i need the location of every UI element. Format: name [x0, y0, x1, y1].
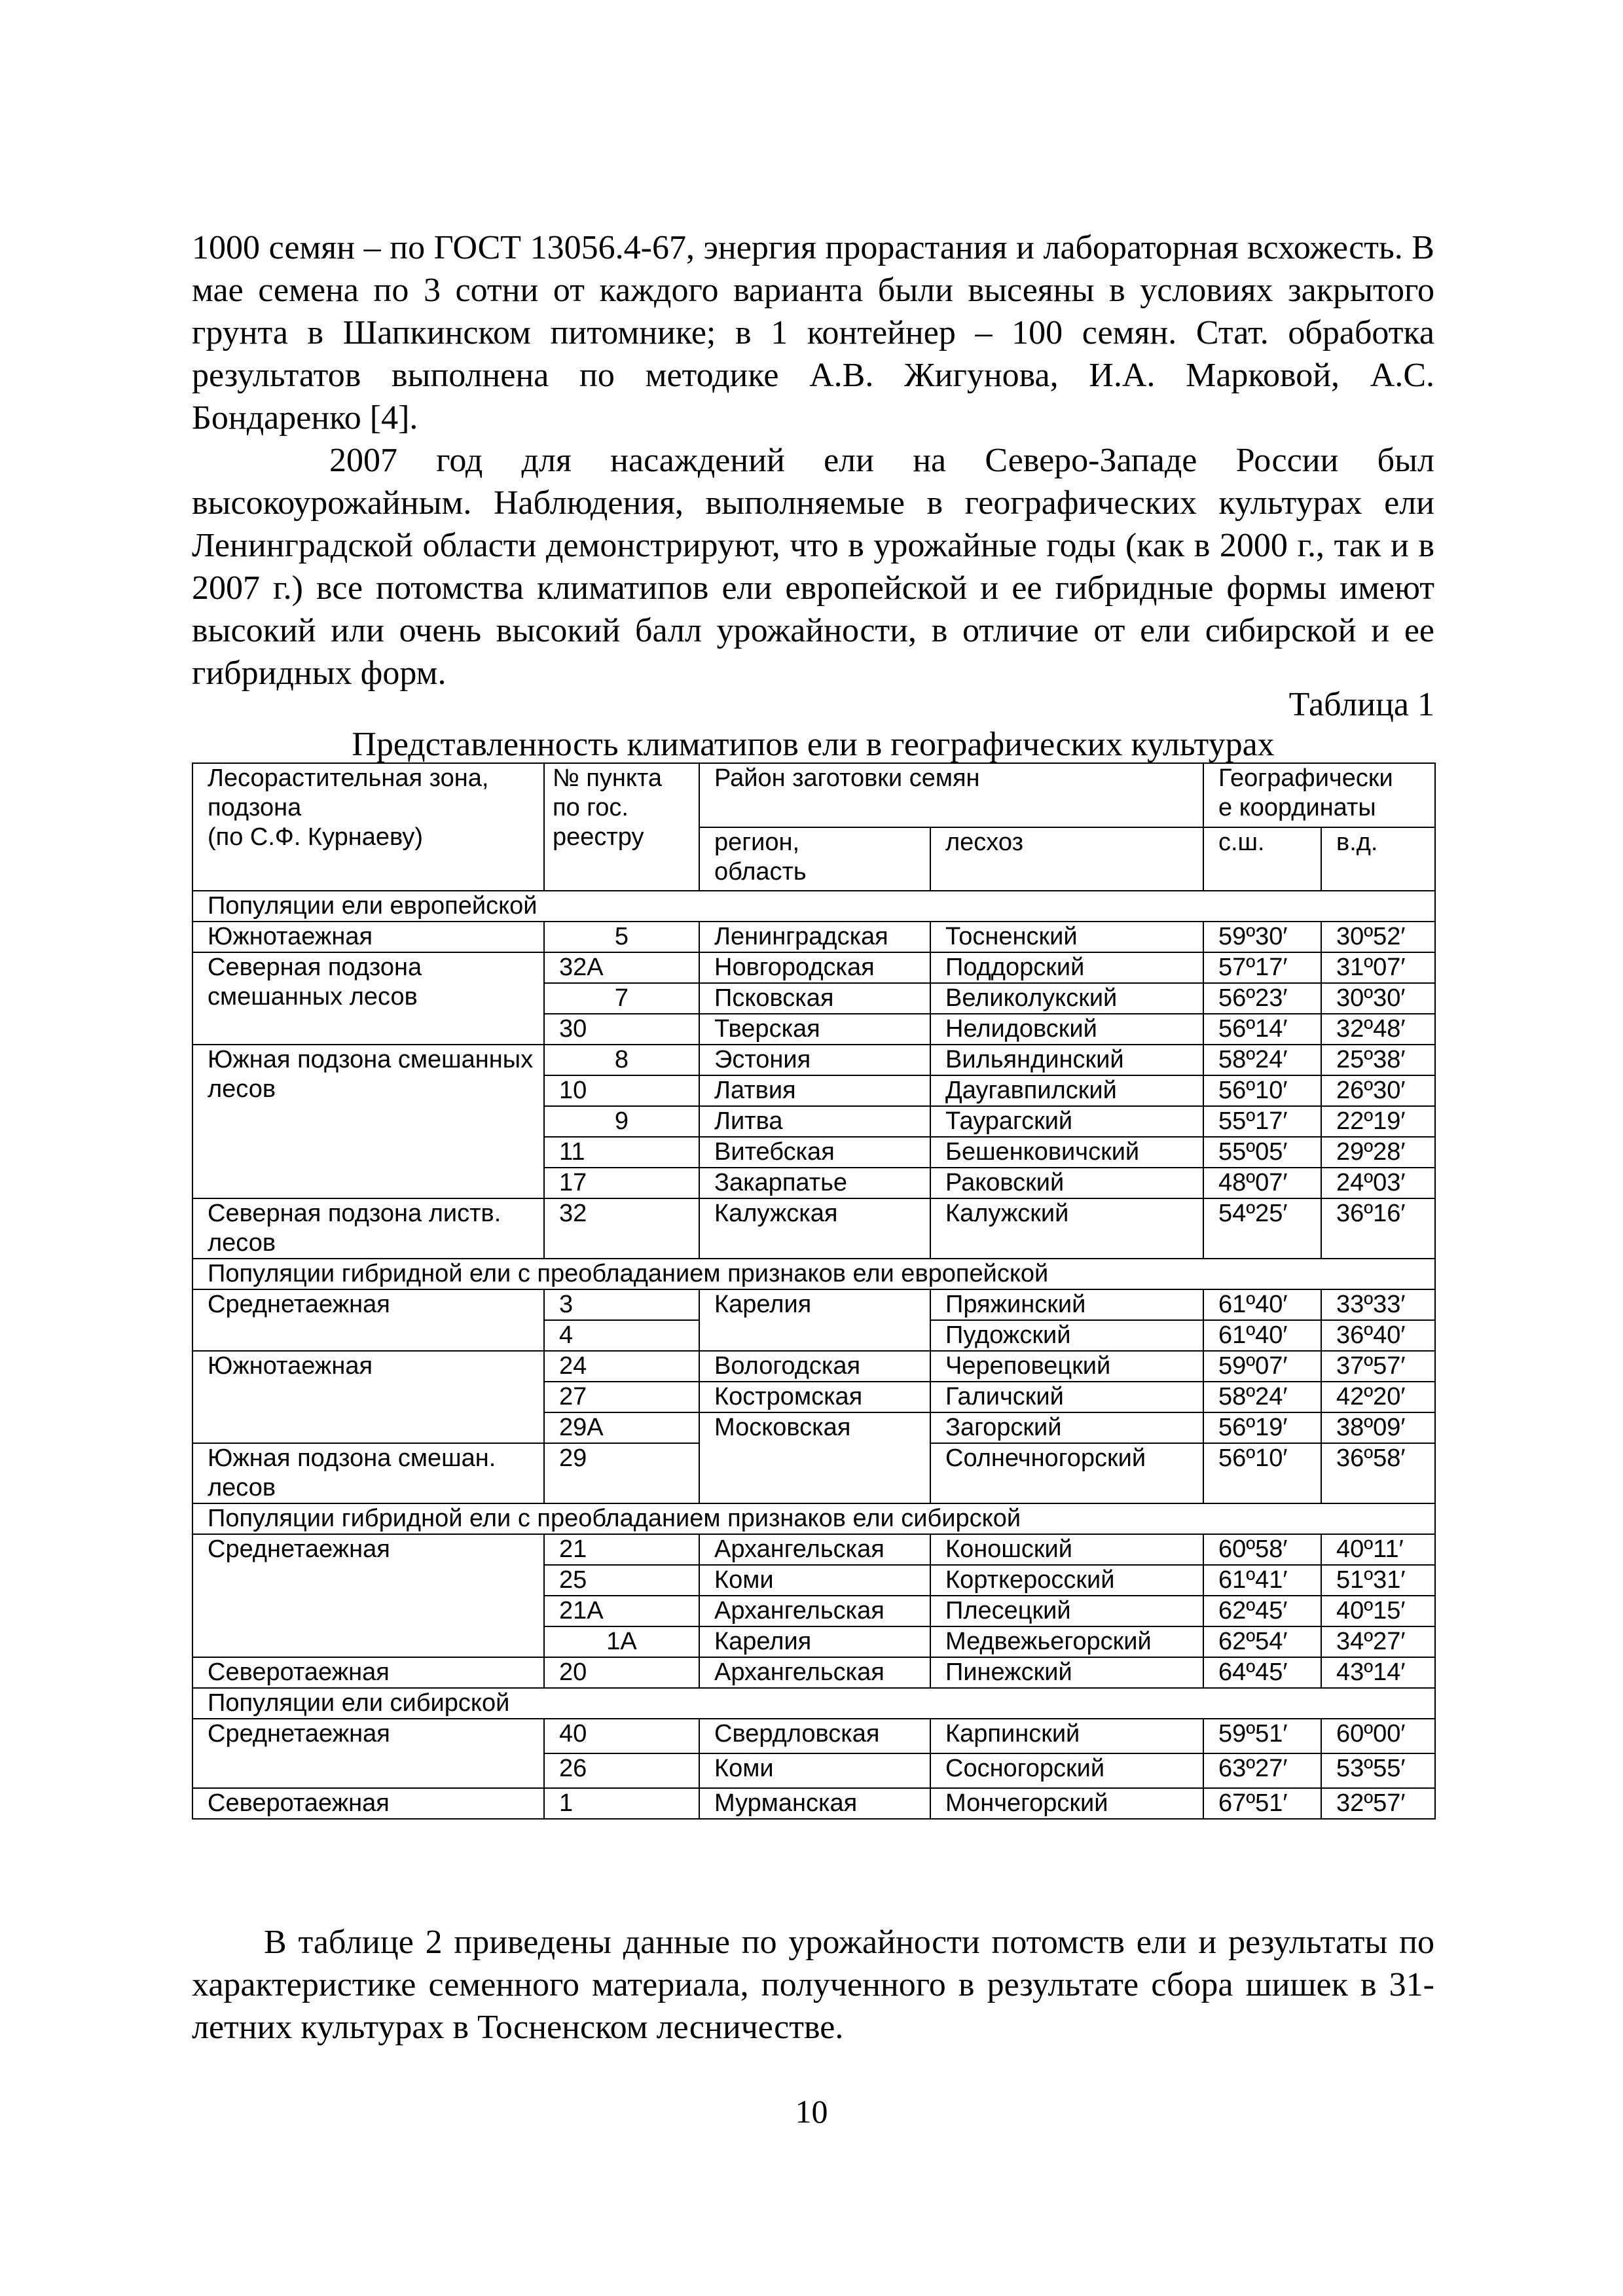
table-row: 11 Витебская Бешенковичский 55º05′ 29º28′ [192, 1137, 1435, 1168]
table-row: 26 Коми Сосногорский 63º27′ 53º55′ [192, 1753, 1435, 1788]
header-point: № пункта по гос. реестру [544, 763, 699, 891]
table-row: 4 Пудожский 61º40′ 36º40′ [192, 1320, 1435, 1351]
table-label: Таблица 1 [1288, 686, 1434, 723]
table-row: Среднетаежная 40 Свердловская Карпинский 59º51′ 60º00′ [192, 1719, 1435, 1753]
table-row: Южная подзона смешан. лесов 29 Солнечногорский 56º10′ 36º58′ [192, 1443, 1435, 1503]
group-row: Популяции ели сибирской [192, 1688, 1435, 1719]
header-district: Район заготовки семян [699, 763, 1203, 827]
zone-cell: Северная подзона смешанных лесов [192, 952, 544, 1045]
zone-cell: Северотаежная [192, 1657, 544, 1688]
zone-cell: Среднетаежная [192, 1719, 544, 1788]
zone-cell: Среднетаежная [192, 1534, 544, 1657]
table-row: 21А Архангельская Плесецкий 62º45′ 40º15′ [192, 1596, 1435, 1626]
table-header-row [192, 763, 1435, 827]
table-row: 29А Московская Загорский 56º19′ 38º09′ [192, 1412, 1435, 1443]
table-row: 30 Тверская Нелидовский 56º14′ 32º48′ [192, 1014, 1435, 1045]
group-row: Популяции ели европейской [192, 891, 1435, 922]
page-number: 10 [795, 2093, 828, 2130]
zone-cell: Южнотаежная [192, 922, 544, 952]
table-row: 9 Литва Таурагский 55º17′ 22º19′ [192, 1106, 1435, 1137]
table-row: Южнотаежная 24 Вологодская Череповецкий 59º07′ 37º57′ [192, 1351, 1435, 1382]
climatype-table [192, 762, 1436, 1820]
table-row: 1А Карелия Медвежьегорский 62º54′ 34º27′ [192, 1626, 1435, 1657]
table-row: Среднетаежная 3 Карелия Пряжинский 61º40′ 33º33′ [192, 1289, 1435, 1320]
header-leshoz: лесхоз [930, 827, 1203, 891]
header-zone: Лесорастительная зона, подзона (по С.Ф. Курнаеву) [192, 763, 544, 891]
table-row: Северная подзона смешанных лесов 32А Новгородская Поддорский 57º17′ 31º07′ [192, 952, 1435, 983]
header-region: регион, область [699, 827, 930, 891]
table-row: Северотаежная 1 Мурманская Мончегорский 67º51′ 32º57′ [192, 1788, 1435, 1819]
group-row: Популяции гибридной ели с преобладанием признаков ели сибирской [192, 1503, 1435, 1534]
table-row: 27 Костромская Галичский 58º24′ 42º20′ [192, 1382, 1435, 1412]
paragraph-seed-methods: 1000 семян – по ГОСТ 13056.4-67, энергия прорастания и лабораторная всхожесть. В мае семена по 3 сотни от каждого варианта были высеяны в условиях закрытого грунта в Шапкинском питомнике; в 1 контейнер – 100 семян. Стат. обработка результатов выполнена по методике А.В. Жигунова, И.А. Марковой, А.С. Бондаренко [4]. [192, 229, 1434, 437]
table-row: 25 Коми Корткеросский 61º41′ 51º31′ [192, 1565, 1435, 1596]
zone-cell: Северотаежная [192, 1788, 544, 1819]
paragraph-yield-2007: 2007 год для насаждений ели на Северо-Западе России был высокоурожайным. Наблюдения, выполняемые в географических культурах ели Ленинградской области демонстрируют, что в урожайные годы (как в 2000 г., так и в 2007 г.) все потомства климатипов ели европейской и ее гибридные формы имеют высокий или очень высокий балл урожайности, в отличие от ели сибирской и ее гибридных форм. [192, 442, 1434, 692]
table-row: 10 Латвия Даугавпилский 56º10′ 26º30′ [192, 1075, 1435, 1106]
zone-cell: Северная подзона листв. лесов [192, 1198, 544, 1259]
table-row: Среднетаежная 21 Архангельская Коношский 60º58′ 40º11′ [192, 1534, 1435, 1565]
group-row: Популяции гибридной ели с преобладанием признаков ели европейской [192, 1259, 1435, 1289]
table-row: Южная подзона смешанных лесов 8 Эстония Вильяндинский 58º24′ 25º38′ [192, 1045, 1435, 1075]
table-row: 7 Псковская Великолукский 56º23′ 30º30′ [192, 983, 1435, 1014]
zone-cell: Среднетаежная [192, 1289, 544, 1351]
table-row: 17 Закарпатье Раковский 48º07′ 24º03′ [192, 1168, 1435, 1198]
zone-cell: Южнотаежная [192, 1351, 544, 1443]
table-row: Северная подзона листв. лесов 32 Калужская Калужский 54º25′ 36º16′ [192, 1198, 1435, 1259]
zone-cell: Южная подзона смешан. лесов [192, 1443, 544, 1503]
table-row: Южнотаежная 5 Ленинградская Тосненский 59º30′ 30º52′ [192, 922, 1435, 952]
table-title: Представленность климатипов ели в географических культурах [352, 726, 1275, 763]
table-row: Северотаежная 20 Архангельская Пинежский 64º45′ 43º14′ [192, 1657, 1435, 1688]
zone-cell: Южная подзона смешанных лесов [192, 1045, 544, 1198]
header-lat: с.ш. [1203, 827, 1321, 891]
header-lon: в.д. [1321, 827, 1435, 891]
header-geo: Географически е координаты [1203, 763, 1435, 827]
paragraph-table2-intro: В таблице 2 приведены данные по урожайности потомств ели и результаты по характеристике семенного материала, полученного в результате сбора шишек в 31-летних культурах в Тосненском лесничестве. [192, 1924, 1434, 2046]
